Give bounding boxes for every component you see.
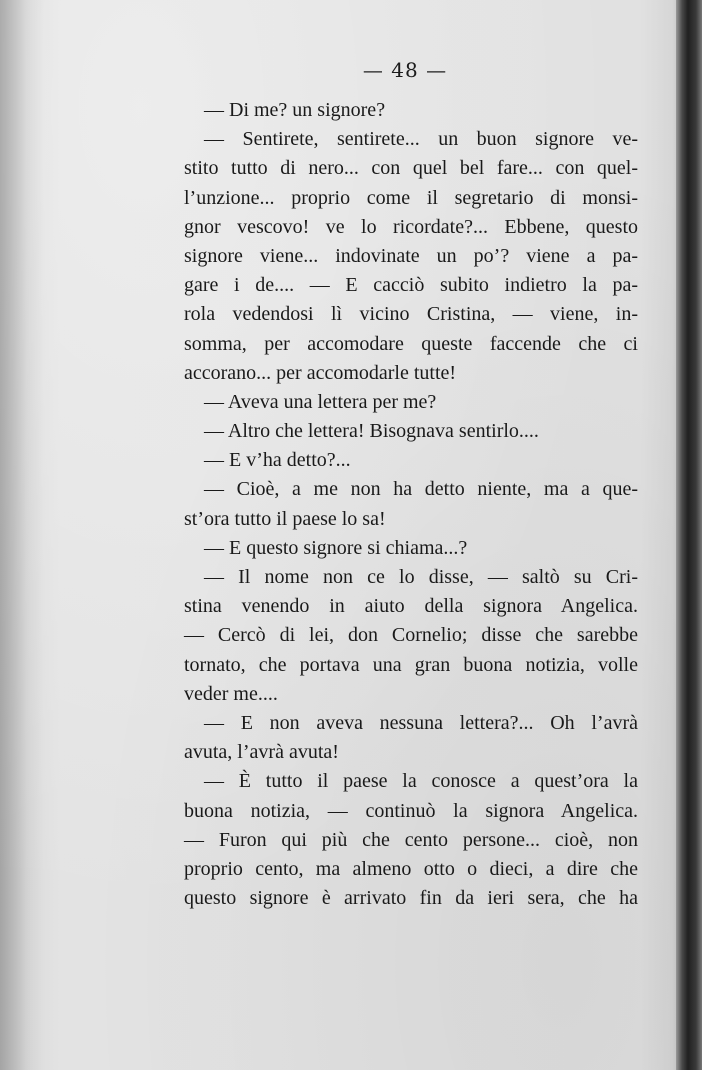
page-number: — 48 —: [362, 58, 448, 82]
body-text: [184, 96, 638, 913]
text-line: questo signore è arrivato fin da ieri sera, che ha: [184, 887, 638, 910]
text-line: — Cioè, a me non ha detto niente, ma a que-: [204, 478, 638, 501]
text-line: stito tutto di nero... con quel bel fare... con quel-: [184, 157, 638, 180]
text-line: — Furon qui più che cento persone... cioè, non: [184, 828, 638, 851]
text-line: rola vedendosi lì vicino Cristina, — viene, in-: [184, 303, 638, 326]
text-line: buona notizia, — continuò la signora Angelica.: [184, 799, 638, 822]
text-line: avuta, l’avrà avuta!: [184, 741, 339, 764]
text-line: signore viene... indovinate un po’? viene a pa-: [184, 244, 638, 267]
text-line: — Sentirete, sentirete... un buon signore ve-: [204, 128, 638, 151]
binding-shadow: [0, 0, 44, 1070]
text-line: stina venendo in aiuto della signora Angelica.: [184, 595, 638, 618]
text-line: gare i de.... — E cacciò subito indietro la pa-: [184, 274, 638, 297]
text-line: — E questo signore si chiama...?: [204, 536, 468, 559]
text-line: l’unzione... proprio come il segretario di monsi-: [184, 186, 638, 209]
text-line: — Il nome non ce lo disse, — saltò su Cri-: [204, 566, 638, 588]
text-line: veder me....: [184, 682, 278, 705]
text-line: tornato, che portava una gran buona notizia, volle: [184, 653, 638, 676]
text-line: — Aveva una lettera per me?: [204, 390, 437, 413]
text-line: proprio cento, ma almeno otto o dieci, a dire che: [184, 857, 638, 880]
text-line: — Di me? un signore?: [204, 99, 386, 121]
text-line: accorano... per accomodarle tutte!: [184, 361, 457, 384]
text-line: st’ora tutto il paese lo sa!: [184, 507, 386, 530]
text-line: — Altro che lettera! Bisognava sentirlo....: [204, 420, 539, 443]
text-line: somma, per accomodare queste faccende che ci: [184, 332, 638, 355]
text-line: — E non aveva nessuna lettera?... Oh l’avrà: [204, 711, 638, 734]
text-line: — E v’ha detto?...: [204, 449, 351, 472]
text-line: — È tutto il paese la conosce a quest’ora la: [204, 770, 638, 793]
text-line: gnor vescovo! ve lo ricordate?... Ebbene, questo: [184, 215, 638, 238]
page-edge: [676, 0, 702, 1070]
text-line: — Cercò di lei, don Cornelio; disse che sarebbe: [184, 624, 638, 647]
